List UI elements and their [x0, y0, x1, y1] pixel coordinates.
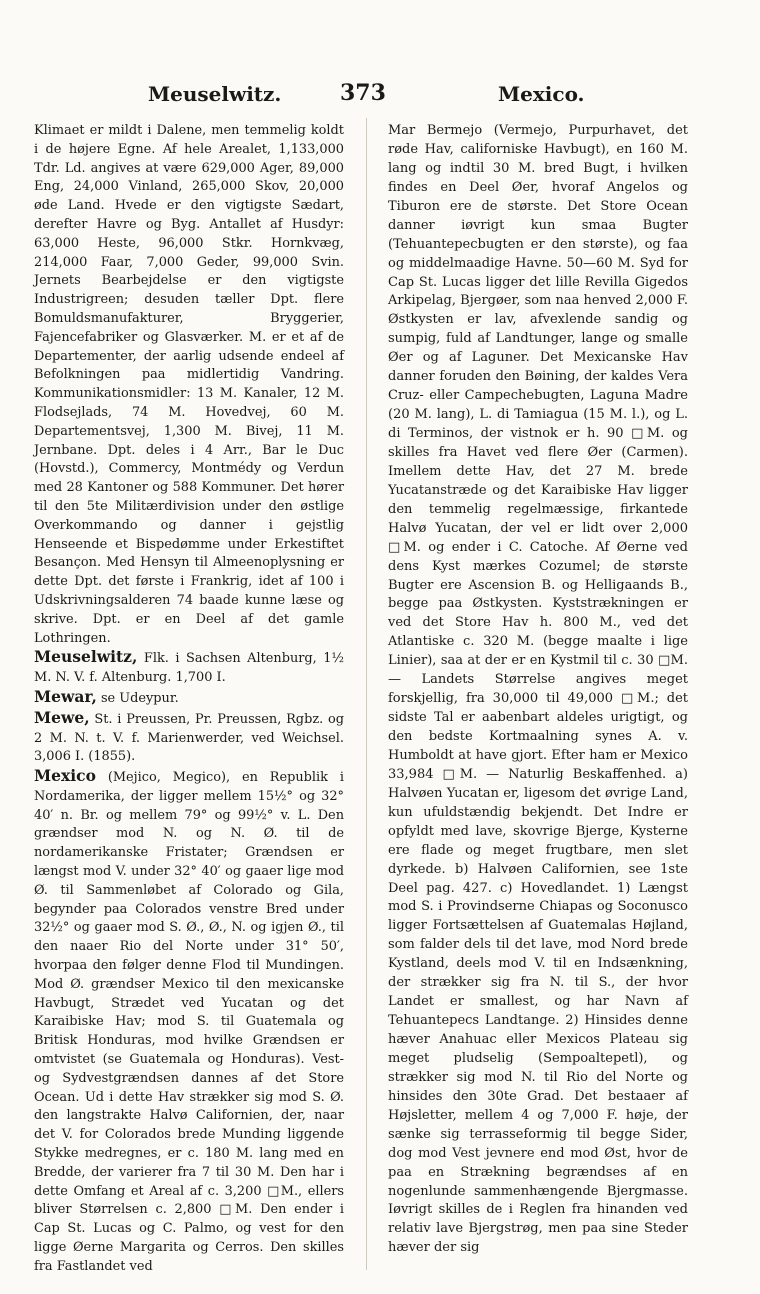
entry-meuselwitz: [34, 648, 344, 688]
running-head-left: Meuselwitz.: [148, 82, 282, 106]
page-number: 373: [340, 80, 386, 106]
column-divider: [366, 118, 367, 1270]
entry-headword: Mexico: [34, 766, 96, 786]
right-column: [388, 122, 688, 1258]
entry-text: St. i Preussen, Pr. Preussen, Rgbz. og 2 M. N. t. V. f. Marienwerder, ved Weichsel. 3,006 I. (1855).: [34, 711, 344, 765]
entry-headword: Meuselwitz,: [34, 647, 138, 667]
entry-mewar: [34, 688, 344, 709]
entry-headword: Mewar,: [34, 686, 97, 706]
running-head-right: Mexico.: [498, 82, 585, 106]
entry-text: Flk. i Sachsen Altenburg, 1½ M. N. V. f. Altenburg. 1,700 I.: [34, 651, 344, 686]
entry-mexico: [34, 767, 344, 1277]
left-column: [34, 122, 344, 1277]
continuation-paragraph: Klimaet er mildt i Dalene, men temmelig koldt i de højere Egne. Af hele Arealet, 1,133,000 Tdr. Ld. angives at være 629,000 Ager, 89,000 Eng, 24,000 Vinland, 265,000 Skov, 20,000 øde Land. Hvede er den vigtigste Sædart, derefter Havre og Byg. Antallet af Husdyr: 63,000 Heste, 96,000 Stkr. Hornkvæg, 214,000 Faar, 7,000 Geder, 99,000 Svin. Jernets Bearbejdelse er den vigtigste Industrigreen; desuden tæller Dpt. flere Bomuldsmanufakturer, Bryggerier, Fajencefabriker og Glasværker. M. er et af de Departementer, der aarlig udsende endeel af Befolkningen paa midlertidig Vandring. Kommunikationsmidler: 13 M. Kanaler, 12 M. Flodsejlads, 74 M. Hovedvej, 60 M. Departementsvej, 1,300 M. Bivej, 11 M. Jernbane. Dpt. deles i 4 Arr., Bar le Duc (Hovstd.), Commercy, Montmédy og Verdun med 28 Kantoner og 588 Kommuner. Det hører til den 5te Militærdivision under den østlige Overkommando og danner i gejstlig Henseende et Bispedømme under Erkestiftet Besançon. Med Hensyn til Almeenoplysning er dette Dpt. det første i Frankrig, idet af 100 i Udskrivningsalderen 74 baade kunne læse og skrive. Dpt. er en Deel af det gamle Lothringen.: [34, 123, 344, 646]
mexico-continuation: Mar Bermejo (Vermejo, Purpurhavet, det røde Hav, californiske Havbugt), en 160 M. lang og indtil 30 M. bred Bugt, i hvilken findes en Deel Øer, hvoraf Angelos og Tiburon ere de største. Det Store Ocean danner iøvrigt kun smaa Bugter (Tehuantepecbugten er den største), og faa og middelmaadige Havne. 50—60 M. Syd for Cap St. Lucas ligger det lille Revilla Gigedos Arkipelag, Bjergøer, som naa henved 2,000 F. Østkysten er lav, afvexlende sandig og sumpig, fuld af Landtunger, lange og smalle Øer og af Laguner. Det Mexicanske Hav danner foruden den Bøining, der kaldes Vera Cruz- eller Campechebugten, Laguna Madre (20 M. lang), L. di Tamiagua (15 M. l.), og L. di Terminos, der vistnok er h. 90 □M. og skilles fra Havet ved flere Øer (Carmen). Imellem dette Hav, det 27 M. brede Yucatanstræde og det Karaibiske Hav ligger den temmelig regelmæssige, firkantede Halvø Yucatan, der vel er lidt over 2,000 □M. og ender i C. Catoche. Af Øerne ved dens Kyst mærkes Cozumel; de største Bugter ere Ascension B. og Helligaands B., begge paa Østkysten. Kyststrækningen er ved det Store Hav h. 800 M., ved det Atlantiske c. 320 M. (begge maalte i lige Linier), saa at der er en Kystmil til c. 30 □M. — Landets Størrelse angives meget forskjellig, fra 30,000 til 49,000 □M.; det sidste Tal er aabenbart aldeles urigtigt, og den bedste Kortmaalning synes A. v. Humboldt at have gjort. Efter ham er Mexico 33,984 □M. — Naturlig Beskaffenhed. a) Halvøen Yucatan er, ligesom det øvrige Land, kun ufuldstændig bekjendt. Det Indre er opfyldt med lave, skovrige Bjerge, Kysterne ere flade og meget frugtbare, men slet dyrkede. b) Halvøen Californien, see 1ste Deel pag. 427. c) Hovedlandet. 1) Længst mod S. i Provindserne Chiapas og Soconusco ligger Fortsættelsen af Guatemalas Højland, som falder dels til det lave, mod Nord brede Kystland, deels mod V. til en Indsænkning, der strækker sig fra N. til S., der hvor Landet er smallest, og har Navn af Tehuantepecs Landtange. 2) Hinsides denne hæver Anahuac eller Mexicos Plateau sig meget pludselig (Sempoaltepetl), og strækker sig mod N. til Rio del Norte og hinsides den 30te Grad. Det bestaaer af Højsletter, mellem 4 og 7,000 F. høje, der sænke sig terrasseformig til begge Sider, dog mod Vest jevnere end mod Øst, hvor de paa en Strækning begrændses af en nogenlunde sammenhængende Bjergmasse. Iøvrigt skilles de i Reglen fra hinanden ved relativ lave Bjergstrøg, men paa sine Steder hæver der sig: [388, 123, 688, 1256]
entry-headword: Mewe,: [34, 707, 90, 727]
entry-mewe: [34, 709, 344, 767]
entry-text: (Mejico, Megico), en Republik i Nordamerika, der ligger mellem 15½° og 32° 40′ n. Br. og mellem 79° og 99½° v. L. Den grændser mod N. og N. Ø. til de nordamerikanske Fristater; Grændsen er længst mod V. under 32° 40′ og gaaer lige mod Ø. til Sammenløbet af Colorado og Gila, begynder paa Colorados venstre Bred under 32½° og gaaer mod S. Ø., Ø., N. og igjen Ø., til den naaer Rio del Norte under 31° 50′, hvorpaa den følger denne Flod til Mundingen. Mod Ø. grændser Mexico til den mexicanske Havbugt, Strædet ved Yucatan og det Karaibiske Hav; mod S. til Guatemala og Britisk Honduras, mod hvilke Grændsen er omtvistet (se Guatemala og Honduras). Vest- og Sydvestgrændsen dannes af det Store Ocean. Ud i dette Hav strækker sig mod S. Ø. den langstrakte Halvø Californien, der, naar det V. for Colorados brede Munding liggende Stykke medregnes, er c. 180 M. lang med en Bredde, der varierer fra 7 til 30 M. Den har i dette Omfang et Areal af c. 3,200 □M., ellers bliver Størrelsen c. 2,800 □M. Den ender i Cap St. Lucas og C. Palmo, og vest for den ligge Øerne Margarita og Cerros. Den skilles fra Fastlandet ved: [34, 770, 344, 1274]
entry-text: se Udeypur.: [96, 690, 179, 706]
